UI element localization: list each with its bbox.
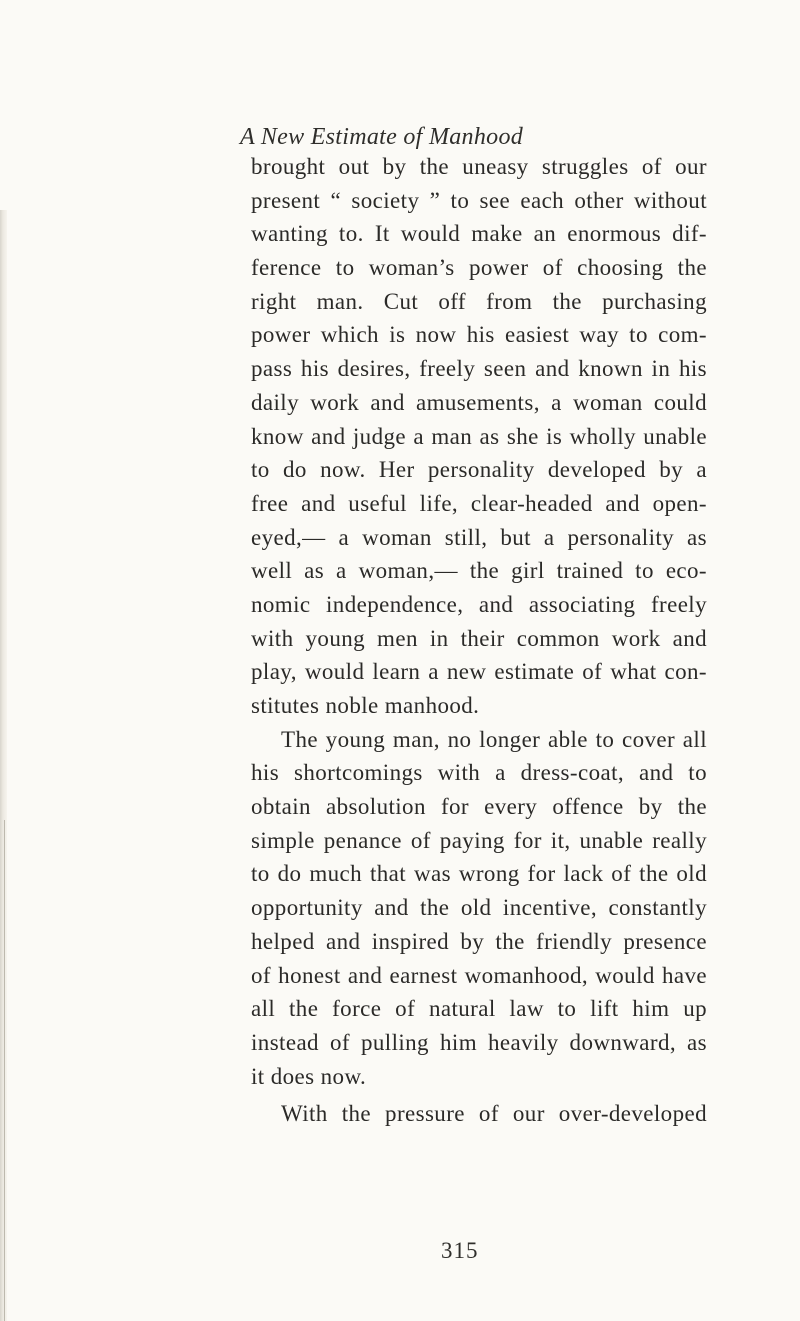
running-head: A New Estimate of Manhood — [240, 124, 524, 150]
text-line: eyed,— a woman still, but a personality as — [251, 524, 707, 550]
text-line: instead of pulling him heavily downward, as — [251, 1029, 707, 1055]
text-line: obtain absolution for every offence by the — [251, 794, 707, 820]
text-line: wanting to. It would make an enormous dif- — [251, 221, 707, 247]
text-line: play, would learn a new estimate of what con- — [251, 659, 707, 685]
text-line: with young men in their common work and — [251, 625, 707, 651]
text-line: stitutes noble manhood. — [251, 693, 480, 718]
page-gutter-line — [4, 820, 5, 1321]
paragraph-start-line: With the pressure of our over-developed — [281, 1101, 707, 1127]
text-line: right man. Cut off from the purchasing — [251, 288, 707, 314]
text-line: power which is now his easiest way to com- — [251, 322, 707, 348]
text-line: of honest and earnest womanhood, would have — [251, 962, 707, 988]
text-line: to do now. Her personality developed by a — [251, 457, 707, 483]
text-line: nomic independence, and associating freely — [251, 591, 707, 617]
text-line: opportunity and the old incentive, constantly — [251, 895, 707, 921]
page-number: 315 — [441, 1238, 479, 1263]
paragraph-start-line: The young man, no longer able to cover all — [281, 726, 707, 752]
text-line: pass his desires, freely seen and known in his — [251, 356, 707, 382]
text-line: helped and inspired by the friendly presence — [251, 928, 707, 954]
body-text — [251, 150, 707, 1131]
text-line: brought out by the uneasy struggles of our — [251, 154, 707, 179]
text-line: ference to woman’s power of choosing the — [251, 255, 707, 281]
text-line: simple penance of paying for it, unable really — [251, 827, 707, 853]
text-line: his shortcomings with a dress-coat, and to — [251, 760, 707, 786]
text-line: to do much that was wrong for lack of the old — [251, 861, 707, 887]
text-line: free and useful life, clear-headed and open- — [251, 490, 707, 516]
text-line: all the force of natural law to lift him up — [251, 996, 707, 1022]
text-line: daily work and amusements, a woman could — [251, 389, 707, 415]
text-line: it does now. — [251, 1063, 367, 1089]
text-line: well as a woman,— the girl trained to eco- — [251, 558, 707, 584]
text-line: present “ society ” to see each other without — [251, 187, 707, 213]
text-line: know and judge a man as she is wholly unable — [251, 423, 707, 449]
